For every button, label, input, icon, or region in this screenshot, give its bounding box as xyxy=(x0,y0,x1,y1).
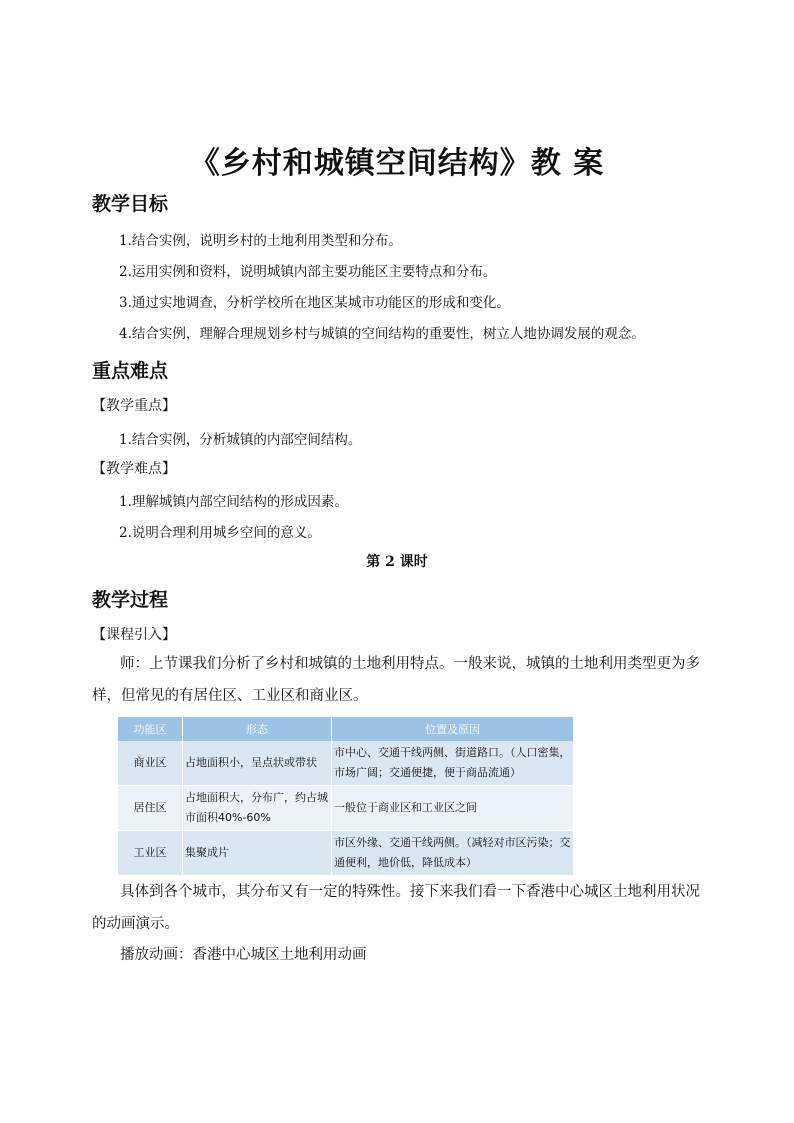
objective-item: 2.运用实例和资料，说明城镇内部主要功能区主要特点和分布。 xyxy=(119,264,497,280)
table-cell: 居住区 xyxy=(118,786,183,831)
after-table-paragraph xyxy=(92,876,712,940)
objectives-heading: 教学目标 xyxy=(92,193,169,215)
table-row xyxy=(118,786,574,831)
table-cell: 占地面积小，呈点状或带状 xyxy=(183,741,332,786)
table-cell: 一般位于商业区和工业区之间 xyxy=(332,786,574,831)
difficulty-label: 【教学难点】 xyxy=(92,461,176,477)
focus-item: 1.结合实例，分析城镇的内部空间结构。 xyxy=(119,432,362,448)
intro-paragraph xyxy=(92,648,712,712)
key-points-heading: 重点难点 xyxy=(92,360,169,382)
table-cell: 市区外缘、交通干线两侧。（减轻对市区污染；交通便利，地价低，降低成本） xyxy=(332,831,574,876)
table-header: 功能区 xyxy=(118,717,183,741)
table-row xyxy=(118,741,574,786)
difficulty-item: 1.理解城镇内部空间结构的形成因素。 xyxy=(119,494,348,510)
animation-text: 播放动画：香港中心城区土地利用动画 xyxy=(120,947,367,963)
table-cell: 占地面积大，分布广，约占城市面积40%-60% xyxy=(183,786,332,831)
intro-label: 【课程引入】 xyxy=(92,627,176,643)
table-header: 位置及原因 xyxy=(332,717,574,741)
objective-item: 1.结合实例，说明乡村的土地利用类型和分布。 xyxy=(119,233,402,249)
lesson-label: 第 2 课时 xyxy=(366,554,428,570)
table-cell: 工业区 xyxy=(118,831,183,876)
table-cell: 市中心、交通干线两侧、街道路口。（人口密集，市场广阔；交通便捷，便于商品流通） xyxy=(332,741,574,786)
after-table-text: 具体到各个城市，其分布又有一定的特殊性。接下来我们看一下香港中心城区土地利用状况的动画演示。 xyxy=(92,884,700,932)
table-header-row xyxy=(118,717,574,741)
process-heading: 教学过程 xyxy=(92,589,169,611)
page-title: 《乡村和城镇空间结构》教 案 xyxy=(189,146,605,181)
animation-paragraph xyxy=(92,939,712,971)
difficulty-item: 2.说明合理利用城乡空间的意义。 xyxy=(119,525,321,541)
table-cell: 集聚成片 xyxy=(183,831,332,876)
focus-label: 【教学重点】 xyxy=(92,398,176,414)
table-header: 形态 xyxy=(183,717,332,741)
objective-item: 4.结合实例，理解合理规划乡村与城镇的空间结构的重要性，树立人地协调发展的观念。 xyxy=(119,326,645,342)
intro-text: 师：上节课我们分析了乡村和城镇的土地利用特点。一般来说，城镇的土地利用类型更为多样，但常见的有居住区、工业区和商业区。 xyxy=(92,656,700,704)
table-row xyxy=(118,831,574,876)
table-cell: 商业区 xyxy=(118,741,183,786)
objective-item: 3.通过实地调查，分析学校所在地区某城市功能区的形成和变化。 xyxy=(119,295,510,311)
function-zone-table xyxy=(118,717,574,876)
